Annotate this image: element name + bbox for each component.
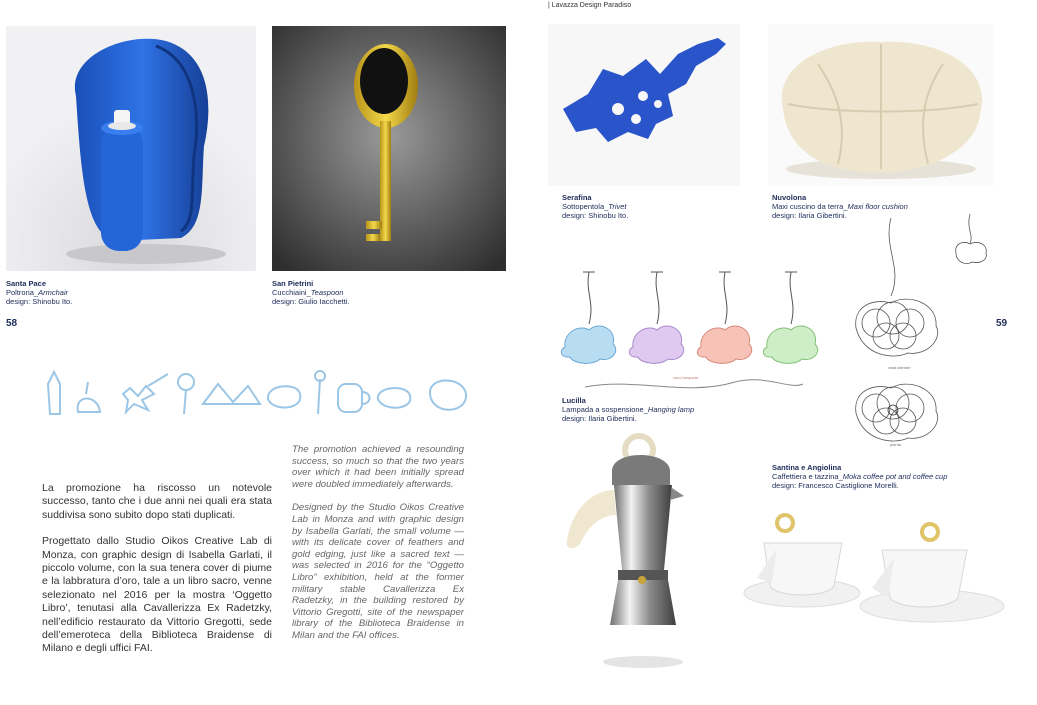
caption-santa-pace — [6, 279, 256, 306]
product-type — [562, 202, 742, 211]
moka-pot-photo — [552, 430, 742, 700]
type-it: Cucchiaini_ — [272, 288, 311, 297]
caption-serafina — [562, 193, 742, 220]
caption-santina-angiolina — [772, 463, 1022, 490]
english-text — [292, 444, 464, 642]
product-sketches-strip — [38, 364, 470, 422]
trivet-photo — [548, 24, 740, 186]
type-en: Teaspoon — [310, 288, 344, 297]
cable-label: cavo lampada — [673, 375, 698, 380]
type-it: Maxi cuscino da terra_ — [772, 202, 848, 211]
english-paragraph-1: The promotion achieved a resounding success, so much so that the two years over which it had been initially spread were doubled immediately afterwards. — [292, 444, 464, 490]
product-name: Lucilla — [562, 396, 586, 405]
product-design: design: Giulio Iacchetti. — [272, 297, 350, 306]
product-design: design: Shinobu Ito. — [562, 211, 629, 220]
type-en: Armchair — [38, 288, 69, 297]
product-design: design: Ilaria Gibertini. — [562, 414, 637, 423]
product-type — [272, 288, 506, 297]
product-design: design: Francesco Castiglione Morelli. — [772, 481, 899, 490]
plan-label: pianta — [890, 442, 901, 447]
page-number-right: 59 — [996, 318, 1008, 329]
english-paragraph-2: Designed by the Studio Oikos Creative Lab in Monza and with graphic design by Isabella Garlati, the small volume — with its delicate cover of feathers and gold edging, just like a sacred text — was selected in 2016 for the “Oggetto Libro” exhibition, held at the former military stable Cavallerizza Ex Radetzky, in the building restored by Vittorio Gregotti, site of the newspaper library of the Biblioteca Braidense in Milan and the FAI offices. — [292, 502, 464, 641]
italian-paragraph-1: La promozione ha riscosso un notevole successo, tanto che i due anni nei quali era stata suddivisa sono subito dopo stati duplicati. — [42, 482, 272, 521]
product-name: Santa Pace — [6, 279, 47, 288]
running-header: | Lavazza Design Paradiso — [548, 2, 632, 9]
type-it: Caffettiera e tazzina_ — [772, 472, 843, 481]
lamp-technical-drawing — [848, 208, 998, 450]
page-number-left: 58 — [6, 318, 18, 329]
product-type — [6, 288, 256, 297]
caption-san-pietrini — [272, 279, 506, 306]
product-name: Santina e Angiolina — [772, 463, 842, 472]
type-en: Moka coffee pot and coffee cup — [842, 472, 948, 481]
coffee-cups-photo — [742, 488, 1026, 700]
product-name: Nuvolona — [772, 193, 807, 202]
type-it: Sottopentola_ — [562, 202, 609, 211]
type-it: Poltrona_ — [6, 288, 39, 297]
product-name: San Pietrini — [272, 279, 314, 288]
product-design: design: Shinobu Ito. — [6, 297, 73, 306]
type-it: Lampada a sospensione_ — [562, 405, 648, 414]
product-design: design: Ilaria Gibertini. — [772, 211, 847, 220]
type-en: Maxi floor cushion — [847, 202, 908, 211]
type-en: Trivet — [608, 202, 627, 211]
product-type — [772, 472, 1022, 481]
cushion-photo — [768, 24, 994, 186]
product-type — [562, 405, 762, 414]
teaspoon-photo — [272, 26, 506, 271]
italian-paragraph-2: Progettato dallo Studio Oikos Creative Lab di Monza, con graphic design di Isabella Garlati, il piccolo volume, con la sua tenera cover di piume e la labbratura d’oro, tale a un libro sacro, venne selezionato nel 2016 per la mostra ‘Oggetto Libro’, tenutasi alla Cavallerizza Ex Radetzky, nell’edificio restaurato da Vittorio Gregotti, sede dell’emeroteca della Biblioteca Braidense di Milano e degli uffici FAI. — [42, 535, 272, 655]
armchair-photo — [6, 26, 256, 271]
product-name: Serafina — [562, 193, 592, 202]
hanging-lamps-drawing — [555, 262, 830, 394]
side-view-label: vista laterale — [888, 365, 911, 370]
caption-lucilla — [562, 396, 762, 423]
italian-text — [42, 482, 272, 656]
type-en: Hanging lamp — [647, 405, 695, 414]
